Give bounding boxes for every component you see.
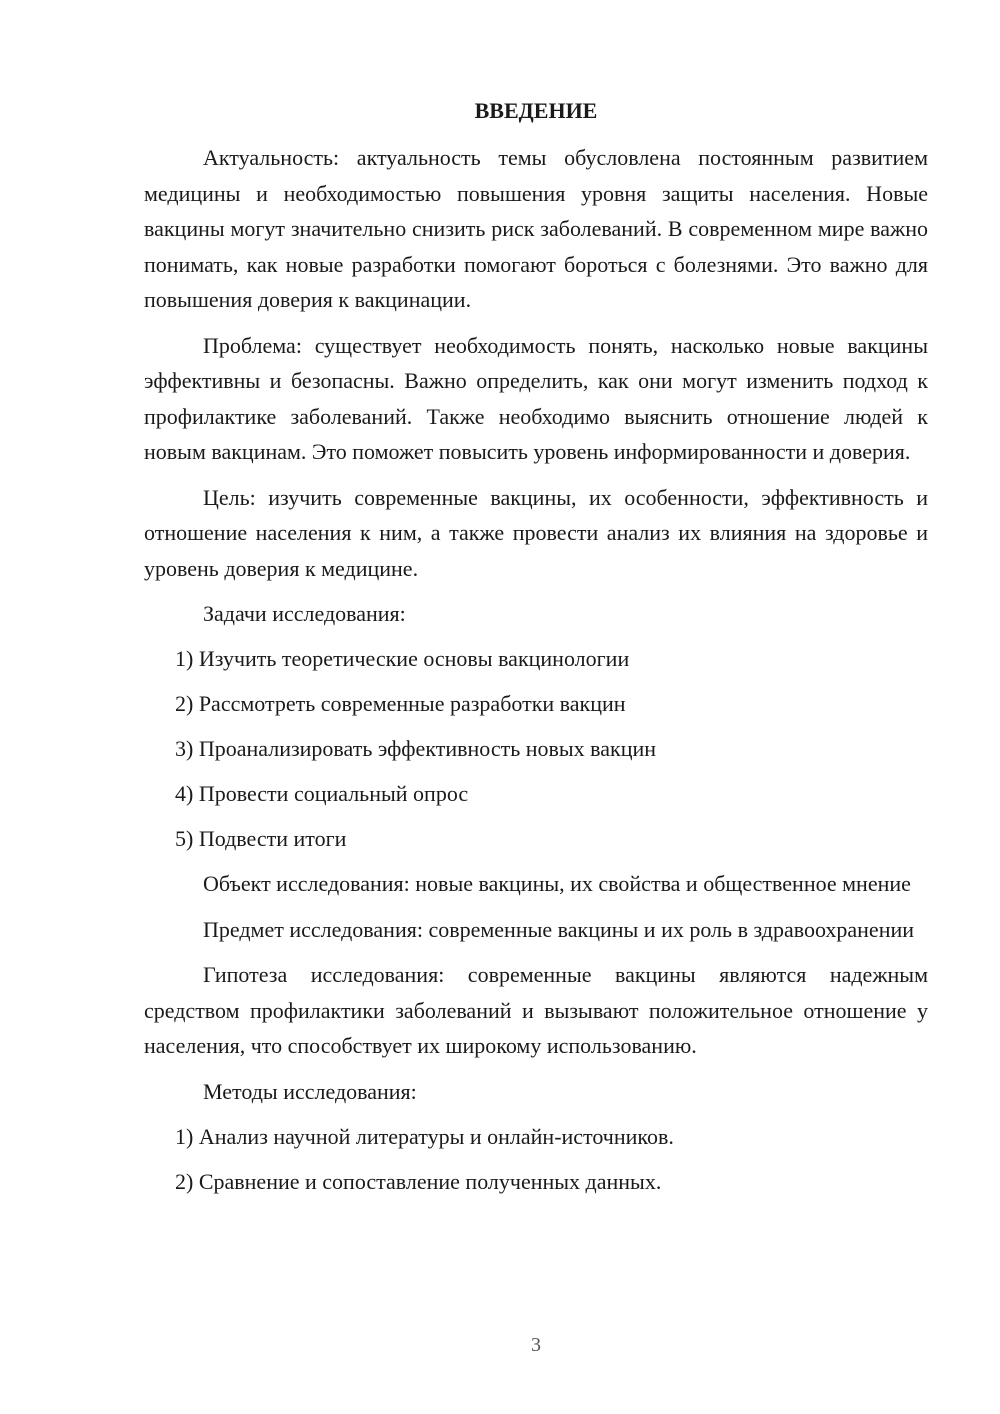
task-item: 3) Проанализировать эффективность новых вакцин bbox=[175, 736, 657, 761]
task-item: 1) Изучить теоретические основы вакцинологии bbox=[175, 646, 630, 671]
task-item: 4) Провести социальный опрос bbox=[175, 781, 469, 806]
method-item: 2) Сравнение и сопоставление полученных данных. bbox=[175, 1168, 662, 1194]
page-content bbox=[144, 96, 928, 1209]
subject-paragraph: Предмет исследования: современные вакцины и их роль в здравоохранении bbox=[203, 916, 915, 942]
method-item: 1) Анализ научной литературы и онлайн-источников. bbox=[175, 1123, 674, 1149]
section-heading: ВВЕДЕНИЕ bbox=[474, 98, 598, 123]
object-paragraph: Объект исследования: новые вакцины, их свойства и общественное мнение bbox=[203, 871, 911, 896]
problem-paragraph: Проблема: существует необходимость понять, насколько новые вакцины эффективны и безопасны. Важно определить, как они могут изменить подход к профилактике заболеваний. Также необходимо выяснить отношение людей к новым вакцинам. Это поможет повысить уровень информированности и доверия. bbox=[144, 332, 928, 464]
hypothesis-paragraph: Гипотеза исследования: современные вакцины являются надежным средством профилактики заболеваний и вызывают положительное отношение у населения, что способствует их широкому использованию. bbox=[144, 962, 928, 1058]
page-number: 3 bbox=[531, 1334, 541, 1356]
tasks-heading: Задачи исследования: bbox=[203, 601, 406, 626]
goal-paragraph: Цель: изучить современные вакцины, их особенности, эффективность и отношение населения к ним, а также провести анализ их влияния на здоровье и уровень доверия к медицине. bbox=[144, 484, 928, 581]
methods-heading: Методы исследования: bbox=[203, 1078, 417, 1104]
relevance-paragraph: Актуальность: актуальность темы обусловлена постоянным развитием медицины и необходимостью повышения уровня защиты населения. Новые вакцины могут значительно снизить риск заболеваний. В современном мире важно понимать, как новые разработки помогают бороться с болезнями. Это важно для повышения доверия к вакцинации. bbox=[144, 145, 928, 312]
task-item: 2) Рассмотреть современные разработки вакцин bbox=[175, 691, 626, 716]
task-item: 5) Подвести итоги bbox=[175, 826, 347, 851]
